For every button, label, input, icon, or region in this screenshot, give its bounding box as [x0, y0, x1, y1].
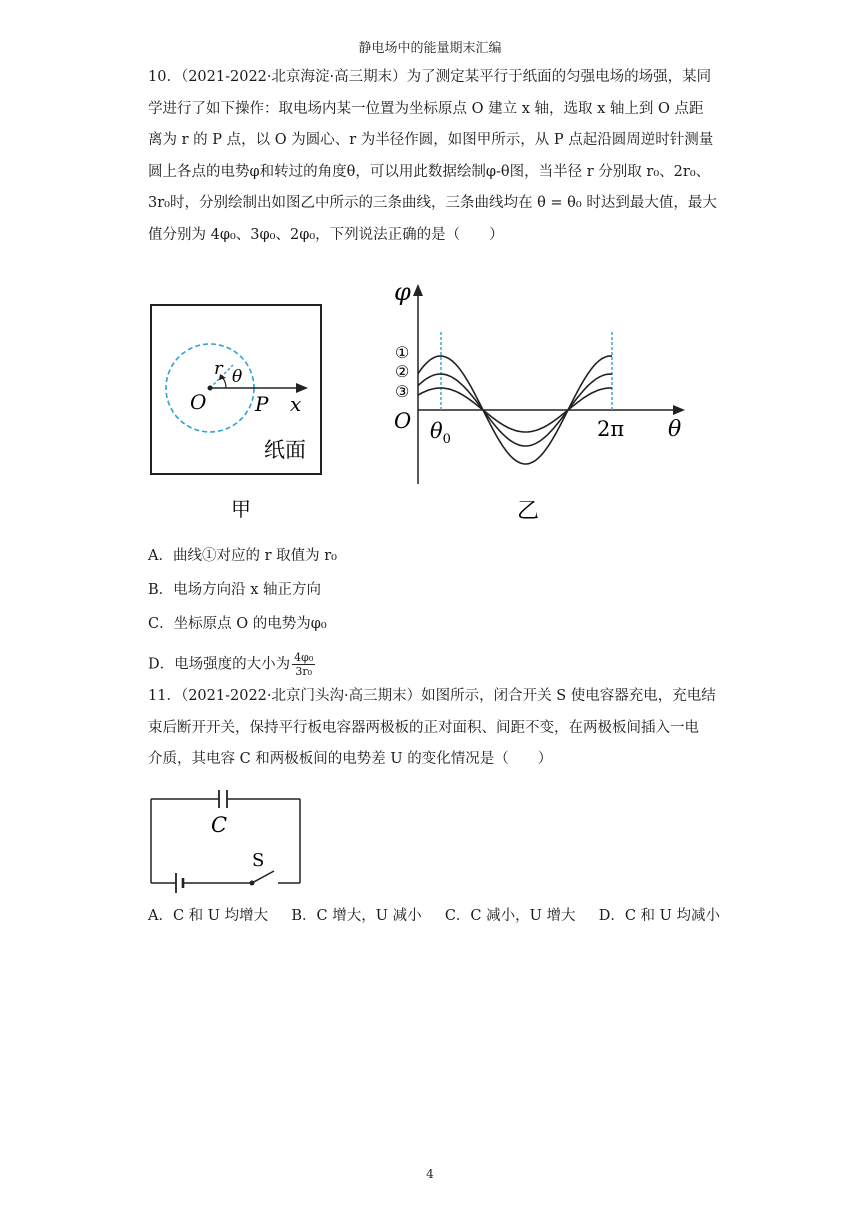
q10-stem-6: 值分别为 4φ₀、3φ₀、2φ₀，下列说法正确的是（ ）	[148, 226, 504, 243]
label-origin: O	[394, 409, 412, 433]
q10-option-d-prefix: D．电场强度的大小为	[148, 656, 291, 673]
label-curve-3: ③	[395, 382, 410, 401]
q11-stem-2: 束后断开开关，保持平行板电容器两极板的正对面积、间距不变，在两极板间插入一电	[148, 719, 699, 736]
label-capacitor: C	[211, 813, 228, 837]
page-number: 4	[426, 1167, 434, 1181]
label-theta-axis: θ	[668, 417, 682, 442]
q11-option-d[interactable]: D．C 和 U 均减小	[598, 908, 720, 924]
circuit-diagram	[140, 785, 310, 895]
theta-axis-arrowhead	[673, 405, 685, 415]
q10-option-d[interactable]	[148, 651, 315, 678]
q10-option-d-fraction	[292, 651, 315, 678]
q11-option-c[interactable]: C．C 减小，U 增大	[444, 908, 576, 924]
label-curve-1: ①	[395, 343, 410, 362]
label-theta: θ	[232, 367, 243, 387]
origin-dot	[208, 386, 213, 391]
figure-jia	[140, 295, 340, 535]
fraction-numerator: 4φ₀	[294, 651, 314, 664]
q11-options	[148, 904, 720, 925]
q11-stem-1: 如图所示，闭合开关 S 使电容器充电，充电结	[421, 688, 716, 704]
label-paper: 纸面	[264, 438, 306, 462]
label-phi: φ	[394, 278, 411, 306]
q11-line-1	[148, 681, 718, 713]
question-11	[148, 681, 718, 776]
question-10	[148, 62, 718, 251]
q10-source: （2021-2022·北京海淀·高三期末）	[180, 69, 407, 85]
q11-number: 11．	[148, 688, 181, 704]
q10-stem-2: 学进行了如下操作：取电场内某一位置为坐标原点 O 建立 x 轴，选取 x 轴上到 O 点距	[148, 100, 704, 117]
q10-line-1	[148, 62, 718, 94]
label-r: r	[214, 358, 223, 379]
caption-yi: 乙	[517, 499, 540, 524]
fraction-denominator: 3r₀	[295, 665, 313, 678]
q10-number: 10．	[148, 69, 181, 85]
q11-option-b[interactable]: B．C 增大，U 减小	[291, 908, 422, 924]
q10-stem-5: 3r₀时，分别绘制出如图乙中所示的三条曲线，三条曲线均在 θ = θ₀ 时达到最大值，最大	[148, 195, 717, 211]
page-header-title: 静电场中的能量期末汇编	[358, 41, 502, 56]
q10-stem-4: 圆上各点的电势φ和转过的角度θ，可以用此数据绘制φ-θ图，当半径 r 分别取 r₀、2r₀、	[148, 163, 711, 180]
switch-lever	[252, 871, 274, 883]
q11-option-a[interactable]: A．C 和 U 均增大	[148, 908, 269, 924]
label-x: x	[290, 392, 302, 416]
phi-axis-arrowhead	[413, 284, 423, 296]
q10-option-b[interactable]: B．电场方向沿 x 轴正方向	[148, 582, 322, 598]
label-two-pi: 2π	[597, 417, 625, 441]
q11-source: （2021-2022·北京门头沟·高三期末）	[180, 688, 422, 704]
q11-stem-3: 介质，其电容 C 和两极板间的电势差 U 的变化情况是（ ）	[148, 751, 553, 767]
label-curve-2: ②	[395, 362, 410, 381]
q10-stem-3: 离为 r 的 P 点，以 O 为圆心、r 为半径作圆，如图甲所示，从 P 点起沿圆周逆时针测量	[148, 132, 714, 148]
label-switch: S	[252, 850, 265, 871]
q10-option-a[interactable]: A．曲线①对应的 r 取值为 r₀	[148, 548, 337, 564]
q10-stem-1: 为了测定某平行于纸面的匀强电场的场强，某同	[406, 69, 712, 85]
label-theta0: $\theta_0$	[430, 419, 451, 447]
q10-option-c[interactable]: C．坐标原点 O 的电势为φ₀	[148, 616, 327, 632]
figure-yi	[386, 278, 696, 528]
caption-jia: 甲	[231, 497, 251, 521]
label-O: O	[190, 390, 207, 414]
label-P: P	[255, 392, 269, 416]
